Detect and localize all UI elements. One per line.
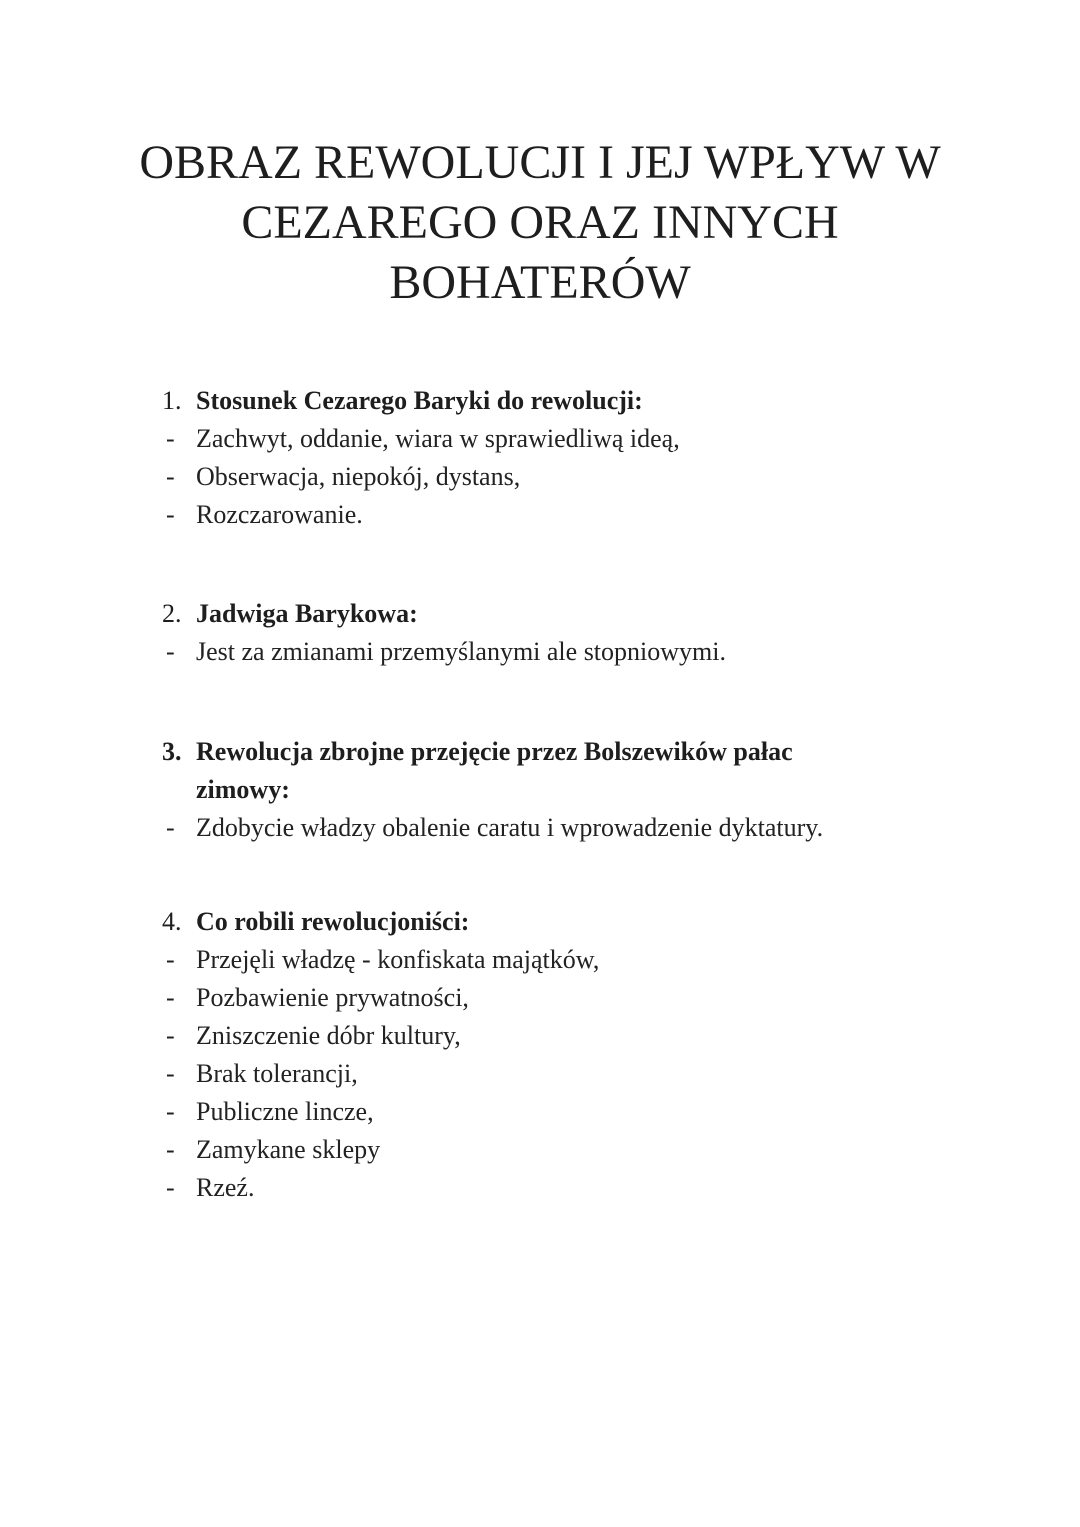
section-heading-text: Jadwiga Barykowa: <box>196 599 418 628</box>
section-heading-text: Stosunek Cezarego Baryki do rewolucji: <box>196 386 643 415</box>
bullet-list <box>160 633 980 671</box>
page-title <box>120 133 960 313</box>
list-item <box>160 979 980 1017</box>
section-heading-text: Co robili rewolucjoniści: <box>196 907 470 936</box>
list-item-text: Zachwyt, oddanie, wiara w sprawiedliwą ideą, <box>196 424 680 453</box>
dash-bullet: - <box>166 983 175 1012</box>
section-heading-line-1: Rewolucja zbrojne przejęcie przez Bolszewików pałac <box>196 737 793 766</box>
section-heading <box>160 382 980 420</box>
dash-bullet: - <box>166 813 175 842</box>
dash-bullet: - <box>166 1059 175 1088</box>
dash-bullet: - <box>166 1097 175 1126</box>
section-number: 4. <box>162 907 182 936</box>
dash-bullet: - <box>166 500 175 529</box>
list-item <box>160 1131 980 1169</box>
list-item-text: Publiczne lincze, <box>196 1097 374 1126</box>
list-item-text: Rozczarowanie. <box>196 500 363 529</box>
dash-bullet: - <box>166 1021 175 1050</box>
bullet-list <box>160 420 980 534</box>
section-heading-line-2: zimowy: <box>196 775 290 804</box>
section-4 <box>160 903 980 1207</box>
list-item <box>160 941 980 979</box>
dash-bullet: - <box>166 637 175 666</box>
list-item-text: Jest za zmianami przemyślanymi ale stopniowymi. <box>196 637 726 666</box>
title-line-3: BOHATERÓW <box>389 256 691 309</box>
dash-bullet: - <box>166 1173 175 1202</box>
section-1 <box>160 382 980 534</box>
section-number: 1. <box>162 386 182 415</box>
list-item <box>160 1169 980 1207</box>
list-item-text: Zniszczenie dóbr kultury, <box>196 1021 461 1050</box>
section-heading <box>160 595 980 633</box>
dash-bullet: - <box>166 945 175 974</box>
list-item-text: Zdobycie władzy obalenie caratu i wprowadzenie dyktatury. <box>196 813 824 842</box>
list-item-text: Obserwacja, niepokój, dystans, <box>196 462 521 491</box>
section-number: 2. <box>162 599 182 628</box>
bullet-list <box>160 809 980 847</box>
list-item <box>160 633 980 671</box>
list-item <box>160 1017 980 1055</box>
dash-bullet: - <box>166 462 175 491</box>
section-3 <box>160 733 980 847</box>
list-item <box>160 420 980 458</box>
list-item <box>160 458 980 496</box>
list-item-text: Zamykane sklepy <box>196 1135 381 1164</box>
list-item-text: Pozbawienie prywatności, <box>196 983 469 1012</box>
list-item <box>160 1055 980 1093</box>
section-number: 3. <box>162 737 182 766</box>
title-line-1: OBRAZ REWOLUCJI I JEJ WPŁYW W <box>139 136 941 189</box>
title-line-2: CEZAREGO ORAZ INNYCH <box>241 196 839 249</box>
list-item <box>160 809 980 847</box>
dash-bullet: - <box>166 1135 175 1164</box>
bullet-list <box>160 941 980 1207</box>
section-heading <box>160 733 980 809</box>
list-item <box>160 1093 980 1131</box>
list-item-text: Przejęli władzę - konfiskata majątków, <box>196 945 600 974</box>
list-item <box>160 496 980 534</box>
list-item-text: Brak tolerancji, <box>196 1059 358 1088</box>
section-2 <box>160 595 980 671</box>
section-heading <box>160 903 980 941</box>
list-item-text: Rzeź. <box>196 1173 255 1202</box>
dash-bullet: - <box>166 424 175 453</box>
